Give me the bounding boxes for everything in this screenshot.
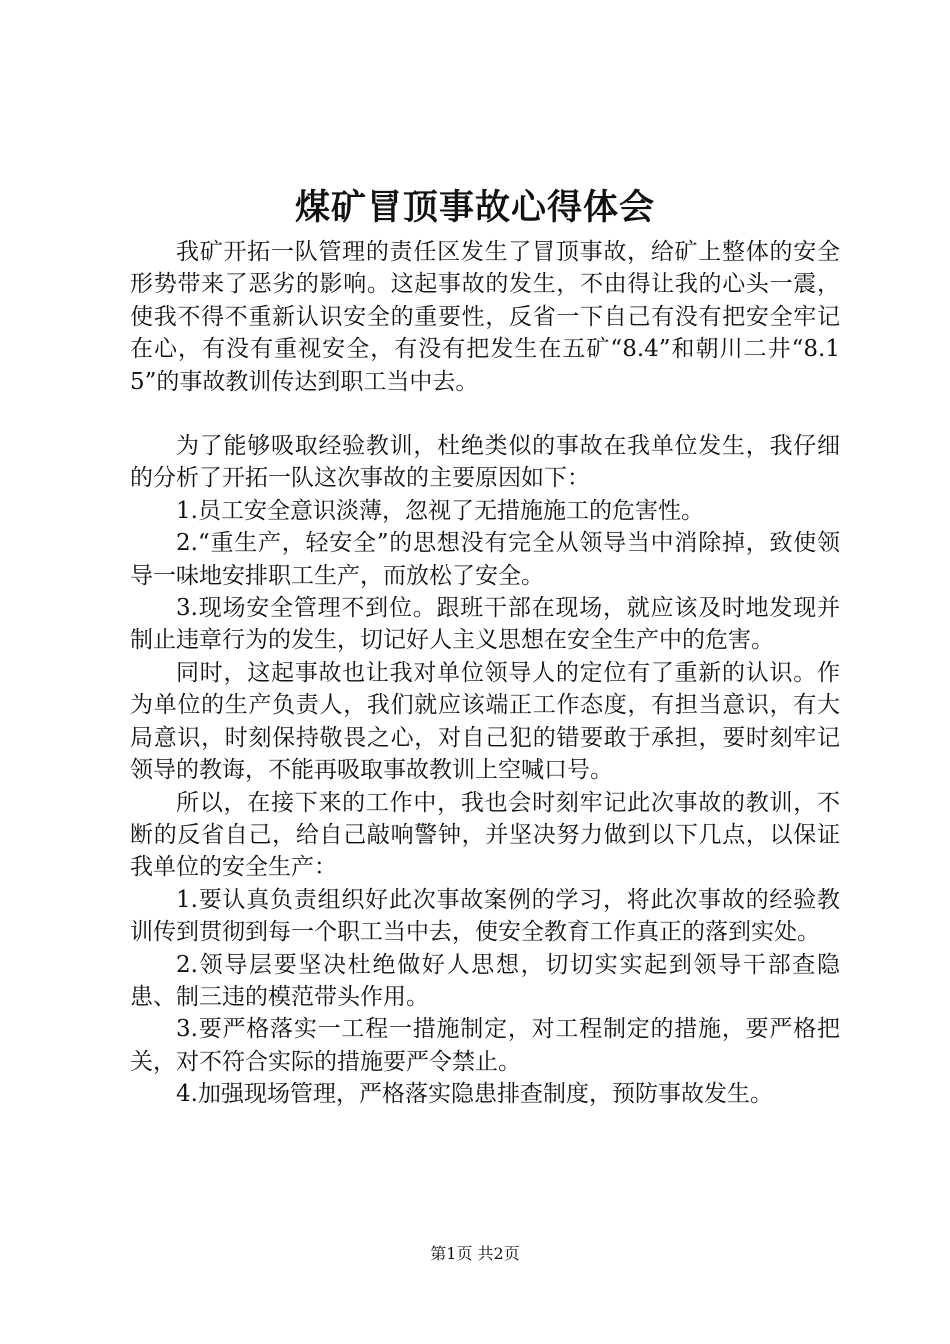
list-item-cause-1: 1.员工安全意识淡薄，忽视了无措施施工的危害性。 bbox=[176, 497, 704, 524]
document-body bbox=[130, 236, 840, 1111]
paragraph-spacer bbox=[130, 398, 840, 430]
list-item-measure-3: 3.要严格落实一工程一措施制定，对工程制定的措施，要严格把关，对不符合实际的措施要严令禁止。 bbox=[130, 1016, 840, 1075]
list-item-measure-1: 1.要认真负责组织好此次事故案例的学习，将此次事故的经验教训传到贯彻到每一个职工当中去，使安全教育工作真正的落到实处。 bbox=[130, 886, 840, 946]
paragraph-intro: 我矿开拓一队管理的责任区发生了冒顶事故，给矿上整体的安全形势带来了恶劣的影响。这起事故的发生，不由得让我的心头一震，使我不得不重新认识安全的重要性，反省一下自己有没有把安全牢记在心，有没有重视安全，有没有把发生在五矿“8.4”和朝川二井“8.15”的事故教训传达到职工当中去。 bbox=[130, 239, 840, 395]
list-item-cause-3: 3.现场安全管理不到位。跟班干部在现场，就应该及时地发现并制止违章行为的发生，切记好人主义思想在安全生产中的危害。 bbox=[130, 595, 840, 654]
paragraph-leadership: 同时，这起事故也让我对单位领导人的定位有了重新的认识。作为单位的生产负责人，我们就应该端正工作态度，有担当意识，有大局意识，时刻保持敬畏之心，对自己犯的错要敢于承担，要时刻牢记领导的教诲，不能再吸取事故教训上空喊口号。 bbox=[130, 659, 840, 784]
paragraph-causes-intro: 为了能够吸取经验教训，杜绝类似的事故在我单位发生，我仔细的分析了开拓一队这次事故的主要原因如下： bbox=[130, 433, 840, 492]
list-item-cause-2: 2.“重生产，轻安全”的思想没有完全从领导当中消除掉，致使领导一味地安排职工生产，而放松了安全。 bbox=[130, 530, 840, 589]
list-item-measure-4: 4.加强现场管理，严格落实隐患排查制度，预防事故发生。 bbox=[176, 1081, 773, 1108]
document-title: 煤矿冒顶事故心得体会 bbox=[294, 187, 655, 228]
page-number-footer: 第1页 共2页 bbox=[430, 1244, 520, 1263]
list-item-measure-2: 2.领导层要坚决杜绝做好人思想，切切实实起到领导干部查隐患、制三违的模范带头作用。 bbox=[130, 951, 840, 1010]
paragraph-measures-intro: 所以，在接下来的工作中，我也会时刻牢记此次事故的教训，不断的反省自己，给自己敲响警钟，并坚决努力做到以下几点，以保证我单位的安全生产： bbox=[130, 789, 840, 881]
